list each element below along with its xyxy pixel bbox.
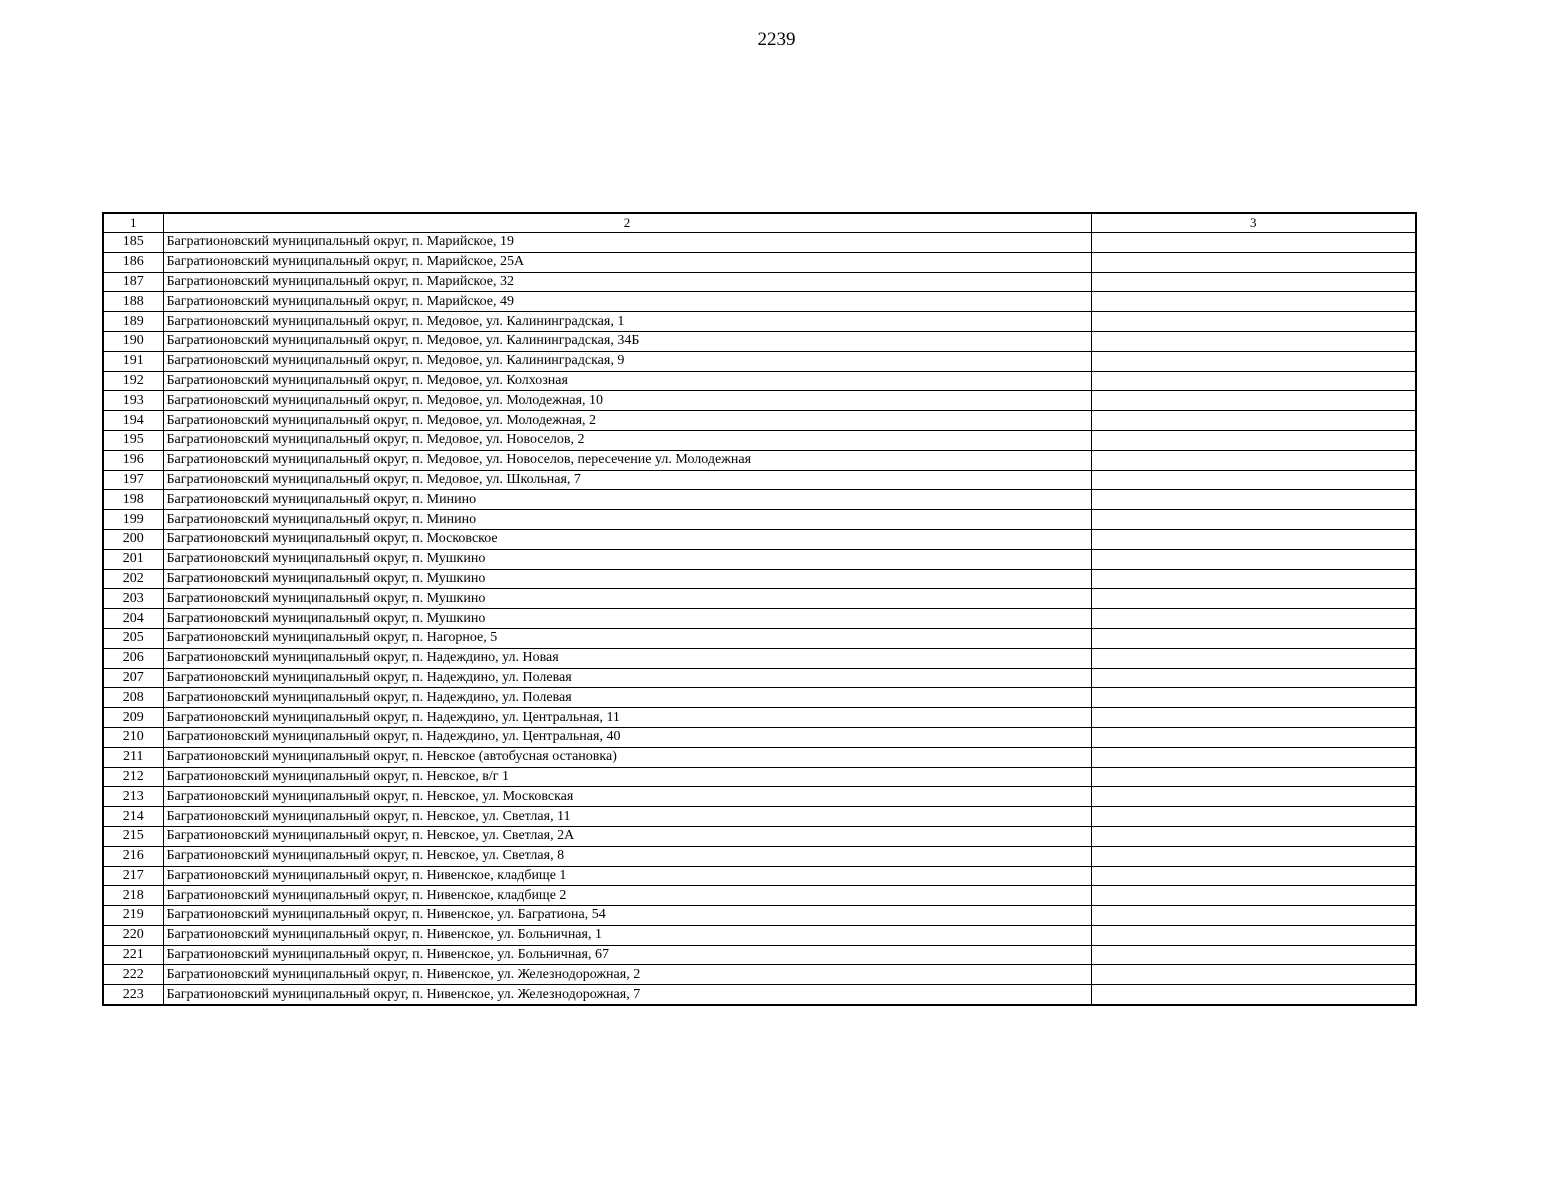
table-row: [103, 846, 1416, 866]
row-number-cell: 214: [103, 807, 163, 827]
address-cell: Багратионовский муниципальный округ, п. Марийское, 32: [163, 272, 1091, 292]
table-row: [103, 866, 1416, 886]
table-row: [103, 648, 1416, 668]
column-3-cell: [1091, 569, 1416, 589]
address-cell: Багратионовский муниципальный округ, п. Надеждино, ул. Полевая: [163, 688, 1091, 708]
row-number-cell: 202: [103, 569, 163, 589]
column-3-cell: [1091, 985, 1416, 1005]
address-cell: Багратионовский муниципальный округ, п. Медовое, ул. Новоселов, 2: [163, 430, 1091, 450]
table-row: [103, 906, 1416, 926]
table-row: [103, 411, 1416, 431]
table-row: [103, 569, 1416, 589]
column-3-cell: [1091, 450, 1416, 470]
table-row: [103, 450, 1416, 470]
column-3-cell: [1091, 628, 1416, 648]
column-3-cell: [1091, 351, 1416, 371]
row-number-cell: 185: [103, 233, 163, 253]
column-3-cell: [1091, 312, 1416, 332]
table-row: [103, 331, 1416, 351]
row-number-cell: 188: [103, 292, 163, 312]
address-cell: Багратионовский муниципальный округ, п. Нивенское, кладбище 2: [163, 886, 1091, 906]
row-number-cell: 215: [103, 826, 163, 846]
table-row: [103, 787, 1416, 807]
table-row: [103, 708, 1416, 728]
table-row: [103, 430, 1416, 450]
address-cell: Багратионовский муниципальный округ, п. Нивенское, ул. Больничная, 67: [163, 945, 1091, 965]
row-number-cell: 196: [103, 450, 163, 470]
table-row: [103, 312, 1416, 332]
table-row: [103, 549, 1416, 569]
table-row: [103, 945, 1416, 965]
row-number-cell: 199: [103, 510, 163, 530]
column-3-cell: [1091, 668, 1416, 688]
address-cell: Багратионовский муниципальный округ, п. Мушкино: [163, 569, 1091, 589]
row-number-cell: 200: [103, 529, 163, 549]
table-row: [103, 391, 1416, 411]
row-number-cell: 207: [103, 668, 163, 688]
table-row: [103, 747, 1416, 767]
column-3-cell: [1091, 331, 1416, 351]
row-number-cell: 187: [103, 272, 163, 292]
address-cell: Багратионовский муниципальный округ, п. Марийское, 19: [163, 233, 1091, 253]
address-cell: Багратионовский муниципальный округ, п. Нагорное, 5: [163, 628, 1091, 648]
row-number-cell: 220: [103, 925, 163, 945]
row-number-cell: 193: [103, 391, 163, 411]
column-3-cell: [1091, 648, 1416, 668]
column-3-cell: [1091, 727, 1416, 747]
row-number-cell: 206: [103, 648, 163, 668]
column-3-cell: [1091, 292, 1416, 312]
row-number-cell: 191: [103, 351, 163, 371]
table-row: [103, 510, 1416, 530]
address-cell: Багратионовский муниципальный округ, п. Невское, ул. Московская: [163, 787, 1091, 807]
column-3-cell: [1091, 747, 1416, 767]
address-cell: Багратионовский муниципальный округ, п. Марийское, 25А: [163, 252, 1091, 272]
table-row: [103, 668, 1416, 688]
table-row: [103, 925, 1416, 945]
address-cell: Багратионовский муниципальный округ, п. Медовое, ул. Колхозная: [163, 371, 1091, 391]
address-cell: Багратионовский муниципальный округ, п. Медовое, ул. Новоселов, пересечение ул. Молодежная: [163, 450, 1091, 470]
column-3-cell: [1091, 371, 1416, 391]
address-cell: Багратионовский муниципальный округ, п. Невское (автобусная остановка): [163, 747, 1091, 767]
column-3-cell: [1091, 510, 1416, 530]
table-row: [103, 351, 1416, 371]
column-3-cell: [1091, 589, 1416, 609]
column-3-cell: [1091, 470, 1416, 490]
row-number-cell: 186: [103, 252, 163, 272]
table-row: [103, 609, 1416, 629]
table-row: [103, 985, 1416, 1005]
column-3-cell: [1091, 846, 1416, 866]
row-number-cell: 221: [103, 945, 163, 965]
column-3-cell: [1091, 807, 1416, 827]
row-number-cell: 219: [103, 906, 163, 926]
row-number-cell: 211: [103, 747, 163, 767]
column-3-cell: [1091, 826, 1416, 846]
address-cell: Багратионовский муниципальный округ, п. Минино: [163, 490, 1091, 510]
column-3-cell: [1091, 529, 1416, 549]
column-header-3: 3: [1091, 213, 1416, 233]
row-number-cell: 194: [103, 411, 163, 431]
table-row: [103, 470, 1416, 490]
table-header: [103, 213, 1416, 233]
address-cell: Багратионовский муниципальный округ, п. Надеждино, ул. Центральная, 40: [163, 727, 1091, 747]
table-row: [103, 292, 1416, 312]
address-cell: Багратионовский муниципальный округ, п. Надеждино, ул. Полевая: [163, 668, 1091, 688]
column-3-cell: [1091, 430, 1416, 450]
table-row: [103, 628, 1416, 648]
row-number-cell: 205: [103, 628, 163, 648]
column-3-cell: [1091, 886, 1416, 906]
row-number-cell: 222: [103, 965, 163, 985]
row-number-cell: 208: [103, 688, 163, 708]
column-3-cell: [1091, 411, 1416, 431]
row-number-cell: 189: [103, 312, 163, 332]
table-row: [103, 727, 1416, 747]
address-cell: Багратионовский муниципальный округ, п. Мушкино: [163, 609, 1091, 629]
row-number-cell: 204: [103, 609, 163, 629]
column-3-cell: [1091, 906, 1416, 926]
address-cell: Багратионовский муниципальный округ, п. Медовое, ул. Калининградская, 1: [163, 312, 1091, 332]
header-row: [103, 213, 1416, 233]
table-row: [103, 252, 1416, 272]
address-cell: Багратионовский муниципальный округ, п. Невское, ул. Светлая, 11: [163, 807, 1091, 827]
address-cell: Багратионовский муниципальный округ, п. Медовое, ул. Молодежная, 2: [163, 411, 1091, 431]
column-3-cell: [1091, 609, 1416, 629]
address-cell: Багратионовский муниципальный округ, п. Медовое, ул. Молодежная, 10: [163, 391, 1091, 411]
address-cell: Багратионовский муниципальный округ, п. Нивенское, кладбище 1: [163, 866, 1091, 886]
column-3-cell: [1091, 866, 1416, 886]
row-number-cell: 201: [103, 549, 163, 569]
column-3-cell: [1091, 688, 1416, 708]
table-row: [103, 371, 1416, 391]
column-3-cell: [1091, 925, 1416, 945]
table-row: [103, 886, 1416, 906]
address-cell: Багратионовский муниципальный округ, п. Медовое, ул. Школьная, 7: [163, 470, 1091, 490]
address-cell: Багратионовский муниципальный округ, п. Нивенское, ул. Багратиона, 54: [163, 906, 1091, 926]
table-row: [103, 807, 1416, 827]
table-row: [103, 233, 1416, 253]
address-cell: Багратионовский муниципальный округ, п. Надеждино, ул. Центральная, 11: [163, 708, 1091, 728]
address-table: [102, 212, 1417, 1006]
column-3-cell: [1091, 787, 1416, 807]
table-row: [103, 490, 1416, 510]
address-cell: Багратионовский муниципальный округ, п. Минино: [163, 510, 1091, 530]
column-3-cell: [1091, 708, 1416, 728]
row-number-cell: 203: [103, 589, 163, 609]
address-cell: Багратионовский муниципальный округ, п. Невское, в/г 1: [163, 767, 1091, 787]
address-cell: Багратионовский муниципальный округ, п. Московское: [163, 529, 1091, 549]
row-number-cell: 213: [103, 787, 163, 807]
address-cell: Багратионовский муниципальный округ, п. Нивенское, ул. Больничная, 1: [163, 925, 1091, 945]
row-number-cell: 197: [103, 470, 163, 490]
row-number-cell: 216: [103, 846, 163, 866]
table-row: [103, 688, 1416, 708]
address-cell: Багратионовский муниципальный округ, п. Медовое, ул. Калининградская, 9: [163, 351, 1091, 371]
table-row: [103, 529, 1416, 549]
table-row: [103, 826, 1416, 846]
column-3-cell: [1091, 391, 1416, 411]
column-header-2: 2: [163, 213, 1091, 233]
table-body: [103, 233, 1416, 1006]
table-row: [103, 965, 1416, 985]
column-3-cell: [1091, 965, 1416, 985]
address-cell: Багратионовский муниципальный округ, п. Мушкино: [163, 589, 1091, 609]
row-number-cell: 209: [103, 708, 163, 728]
row-number-cell: 217: [103, 866, 163, 886]
table-row: [103, 589, 1416, 609]
row-number-cell: 210: [103, 727, 163, 747]
address-cell: Багратионовский муниципальный округ, п. Невское, ул. Светлая, 2А: [163, 826, 1091, 846]
address-cell: Багратионовский муниципальный округ, п. Нивенское, ул. Железнодорожная, 7: [163, 985, 1091, 1005]
column-3-cell: [1091, 767, 1416, 787]
table-row: [103, 767, 1416, 787]
row-number-cell: 195: [103, 430, 163, 450]
column-3-cell: [1091, 272, 1416, 292]
column-3-cell: [1091, 945, 1416, 965]
row-number-cell: 190: [103, 331, 163, 351]
address-cell: Багратионовский муниципальный округ, п. Медовое, ул. Калининградская, 34Б: [163, 331, 1091, 351]
row-number-cell: 192: [103, 371, 163, 391]
page-number: 2239: [757, 29, 796, 50]
column-3-cell: [1091, 549, 1416, 569]
row-number-cell: 212: [103, 767, 163, 787]
address-cell: Багратионовский муниципальный округ, п. Надеждино, ул. Новая: [163, 648, 1091, 668]
column-3-cell: [1091, 252, 1416, 272]
address-cell: Багратионовский муниципальный округ, п. Невское, ул. Светлая, 8: [163, 846, 1091, 866]
row-number-cell: 218: [103, 886, 163, 906]
column-header-1: 1: [103, 213, 163, 233]
row-number-cell: 198: [103, 490, 163, 510]
table-row: [103, 272, 1416, 292]
row-number-cell: 223: [103, 985, 163, 1005]
address-cell: Багратионовский муниципальный округ, п. Нивенское, ул. Железнодорожная, 2: [163, 965, 1091, 985]
column-3-cell: [1091, 490, 1416, 510]
column-3-cell: [1091, 233, 1416, 253]
address-cell: Багратионовский муниципальный округ, п. Мушкино: [163, 549, 1091, 569]
address-cell: Багратионовский муниципальный округ, п. Марийское, 49: [163, 292, 1091, 312]
